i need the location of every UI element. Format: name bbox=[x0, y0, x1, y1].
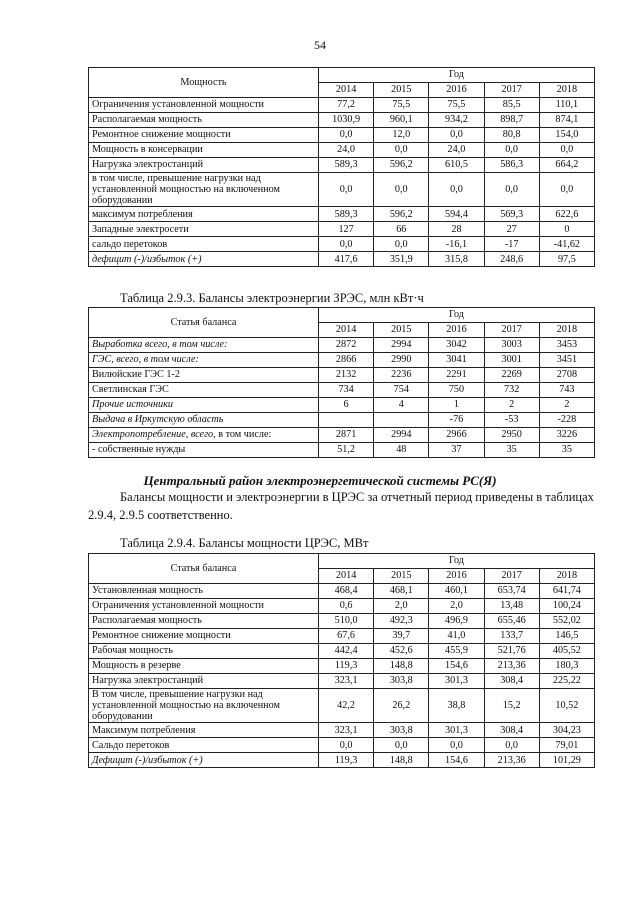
value-cell: 664,2 bbox=[539, 158, 594, 173]
row-label: ГЭС, всего, в том числе: bbox=[89, 353, 319, 368]
year-column-header: 2017 bbox=[484, 569, 539, 584]
table-header-balance-item: Статья баланса bbox=[89, 308, 319, 338]
value-cell: 119,3 bbox=[319, 753, 374, 768]
value-cell: 1 bbox=[429, 398, 484, 413]
value-cell: 26,2 bbox=[374, 689, 429, 723]
table-row bbox=[89, 398, 595, 413]
value-cell: 0,0 bbox=[429, 128, 484, 143]
value-cell: 596,2 bbox=[374, 207, 429, 222]
value-cell: 248,6 bbox=[484, 252, 539, 267]
value-cell: 0,0 bbox=[374, 237, 429, 252]
value-cell: 213,36 bbox=[484, 659, 539, 674]
value-cell: 101,29 bbox=[539, 753, 594, 768]
value-cell: 2950 bbox=[484, 428, 539, 443]
table-header-year: Год bbox=[319, 554, 595, 569]
value-cell: 79,01 bbox=[539, 738, 594, 753]
value-cell: 510,0 bbox=[319, 614, 374, 629]
row-label: Светлинская ГЭС bbox=[89, 383, 319, 398]
value-cell: 119,3 bbox=[319, 659, 374, 674]
value-cell: 2132 bbox=[319, 368, 374, 383]
paragraph-text: Балансы мощности и электроэнергии в ЦРЭС за отчетный период приведены в таблицах 2.9.4, 2.9.5 соответственно. bbox=[88, 490, 594, 522]
value-cell: 133,7 bbox=[484, 629, 539, 644]
year-column-header: 2018 bbox=[539, 323, 594, 338]
value-cell: 622,6 bbox=[539, 207, 594, 222]
value-cell: -228 bbox=[539, 413, 594, 428]
value-cell: 146,5 bbox=[539, 629, 594, 644]
year-column-header: 2014 bbox=[319, 83, 374, 98]
value-cell: 750 bbox=[429, 383, 484, 398]
value-cell: 610,5 bbox=[429, 158, 484, 173]
value-cell: 41,0 bbox=[429, 629, 484, 644]
row-label: Максимум потребления bbox=[89, 723, 319, 738]
value-cell bbox=[319, 413, 374, 428]
row-label: Дефицит (-)/избыток (+) bbox=[89, 753, 319, 768]
row-label: - собственные нужды bbox=[89, 443, 319, 458]
value-cell: 734 bbox=[319, 383, 374, 398]
row-label: максимум потребления bbox=[89, 207, 319, 222]
table-row bbox=[89, 428, 595, 443]
value-cell: 2866 bbox=[319, 353, 374, 368]
table-row bbox=[89, 723, 595, 738]
value-cell: 127 bbox=[319, 222, 374, 237]
value-cell: 0,0 bbox=[484, 738, 539, 753]
value-cell: 2990 bbox=[374, 353, 429, 368]
value-cell: 452,6 bbox=[374, 644, 429, 659]
value-cell: 0 bbox=[539, 222, 594, 237]
value-cell: 38,8 bbox=[429, 689, 484, 723]
value-cell: 35 bbox=[484, 443, 539, 458]
value-cell: 552,02 bbox=[539, 614, 594, 629]
year-column-header: 2014 bbox=[319, 323, 374, 338]
value-cell: 10,52 bbox=[539, 689, 594, 723]
table-header-year: Год bbox=[319, 308, 595, 323]
value-cell: 148,8 bbox=[374, 659, 429, 674]
value-cell: 655,46 bbox=[484, 614, 539, 629]
value-cell: 180,3 bbox=[539, 659, 594, 674]
value-cell: 308,4 bbox=[484, 723, 539, 738]
row-label: дефицит (-)/избыток (+) bbox=[89, 252, 319, 267]
value-cell: 0,0 bbox=[374, 738, 429, 753]
value-cell: 3001 bbox=[484, 353, 539, 368]
value-cell: 405,52 bbox=[539, 644, 594, 659]
value-cell: 468,4 bbox=[319, 584, 374, 599]
section-heading: Центральный район электроэнергетической системы РС(Я) bbox=[143, 473, 497, 488]
value-cell: 0,0 bbox=[429, 173, 484, 207]
value-cell: 80,8 bbox=[484, 128, 539, 143]
row-label: Ограничения установленной мощности bbox=[89, 98, 319, 113]
value-cell: 2269 bbox=[484, 368, 539, 383]
value-cell: 27 bbox=[484, 222, 539, 237]
value-cell: 323,1 bbox=[319, 723, 374, 738]
year-column-header: 2014 bbox=[319, 569, 374, 584]
row-label: Нагрузка электростанций bbox=[89, 158, 319, 173]
value-cell: 77,2 bbox=[319, 98, 374, 113]
table-row bbox=[89, 368, 595, 383]
table-row bbox=[89, 674, 595, 689]
value-cell: 39,7 bbox=[374, 629, 429, 644]
value-cell: 100,24 bbox=[539, 599, 594, 614]
value-cell: 442,4 bbox=[319, 644, 374, 659]
table-row bbox=[89, 128, 595, 143]
table-row bbox=[89, 338, 595, 353]
row-label: Сальдо перетоков bbox=[89, 738, 319, 753]
value-cell: 110,1 bbox=[539, 98, 594, 113]
row-label: Мощность в консервации bbox=[89, 143, 319, 158]
value-cell: 0,0 bbox=[374, 143, 429, 158]
value-cell: 75,5 bbox=[429, 98, 484, 113]
table-row bbox=[89, 689, 595, 723]
value-cell: 2994 bbox=[374, 338, 429, 353]
value-cell: 148,8 bbox=[374, 753, 429, 768]
value-cell: 48 bbox=[374, 443, 429, 458]
value-cell: 75,5 bbox=[374, 98, 429, 113]
table-row bbox=[89, 738, 595, 753]
row-label-italic-part: Электропотребление, всего, bbox=[92, 429, 216, 441]
value-cell: -41,62 bbox=[539, 237, 594, 252]
table-row bbox=[89, 614, 595, 629]
table-row bbox=[89, 629, 595, 644]
value-cell: 589,3 bbox=[319, 158, 374, 173]
value-cell: 154,6 bbox=[429, 753, 484, 768]
value-cell: 492,3 bbox=[374, 614, 429, 629]
value-cell: 0,0 bbox=[484, 143, 539, 158]
table-row bbox=[89, 113, 595, 128]
table-row bbox=[89, 143, 595, 158]
table-header-year: Год bbox=[319, 68, 595, 83]
table-row bbox=[89, 252, 595, 267]
value-cell: 417,6 bbox=[319, 252, 374, 267]
row-label: Нагрузка электростанций bbox=[89, 674, 319, 689]
value-cell: 3453 bbox=[539, 338, 594, 353]
year-column-header: 2017 bbox=[484, 83, 539, 98]
value-cell bbox=[374, 413, 429, 428]
row-label bbox=[89, 428, 319, 443]
value-cell: 0,0 bbox=[374, 173, 429, 207]
value-cell: 0,6 bbox=[319, 599, 374, 614]
value-cell: 754 bbox=[374, 383, 429, 398]
value-cell: 35 bbox=[539, 443, 594, 458]
table-row bbox=[89, 584, 595, 599]
value-cell: 6 bbox=[319, 398, 374, 413]
value-cell: 303,8 bbox=[374, 674, 429, 689]
table-row bbox=[89, 353, 595, 368]
value-cell: 15,2 bbox=[484, 689, 539, 723]
value-cell: 496,9 bbox=[429, 614, 484, 629]
page-number: 54 bbox=[314, 38, 326, 52]
value-cell: 42,2 bbox=[319, 689, 374, 723]
value-cell: 301,3 bbox=[429, 674, 484, 689]
value-cell: 2872 bbox=[319, 338, 374, 353]
value-cell: 2291 bbox=[429, 368, 484, 383]
energy-balance-table-zres bbox=[88, 307, 595, 458]
value-cell: 154,6 bbox=[429, 659, 484, 674]
value-cell: 3041 bbox=[429, 353, 484, 368]
year-column-header: 2018 bbox=[539, 569, 594, 584]
row-label: Прочие источники bbox=[89, 398, 319, 413]
value-cell: 521,76 bbox=[484, 644, 539, 659]
year-column-header: 2015 bbox=[374, 83, 429, 98]
power-balance-table-crs bbox=[88, 553, 595, 768]
value-cell: 0,0 bbox=[319, 173, 374, 207]
value-cell: 934,2 bbox=[429, 113, 484, 128]
table-row bbox=[89, 207, 595, 222]
table-row bbox=[89, 98, 595, 113]
value-cell: 13,48 bbox=[484, 599, 539, 614]
value-cell: 0,0 bbox=[484, 173, 539, 207]
value-cell: 3003 bbox=[484, 338, 539, 353]
value-cell: 3226 bbox=[539, 428, 594, 443]
value-cell: 28 bbox=[429, 222, 484, 237]
value-cell: 213,36 bbox=[484, 753, 539, 768]
row-label: Вилюйские ГЭС 1-2 bbox=[89, 368, 319, 383]
value-cell: 0,0 bbox=[429, 738, 484, 753]
value-cell: 304,23 bbox=[539, 723, 594, 738]
table-row bbox=[89, 237, 595, 252]
value-cell: 594,4 bbox=[429, 207, 484, 222]
value-cell: 596,2 bbox=[374, 158, 429, 173]
value-cell: 2 bbox=[484, 398, 539, 413]
row-label: В том числе, превышение нагрузки над установленной мощностью на включенном оборудовании bbox=[89, 689, 319, 723]
value-cell: 653,74 bbox=[484, 584, 539, 599]
value-cell: 2871 bbox=[319, 428, 374, 443]
value-cell: 874,1 bbox=[539, 113, 594, 128]
value-cell: -53 bbox=[484, 413, 539, 428]
year-column-header: 2016 bbox=[429, 323, 484, 338]
value-cell: 0,0 bbox=[319, 237, 374, 252]
value-cell: 37 bbox=[429, 443, 484, 458]
table-row bbox=[89, 599, 595, 614]
table-header-power: Мощность bbox=[89, 68, 319, 98]
value-cell: 589,3 bbox=[319, 207, 374, 222]
row-label-rest: в том числе: bbox=[215, 429, 272, 441]
row-label: Западные электросети bbox=[89, 222, 319, 237]
row-label: Располагаемая мощность bbox=[89, 113, 319, 128]
value-cell: 743 bbox=[539, 383, 594, 398]
value-cell: 455,9 bbox=[429, 644, 484, 659]
value-cell: 2994 bbox=[374, 428, 429, 443]
row-label: Ремонтное снижение мощности bbox=[89, 629, 319, 644]
value-cell: 97,5 bbox=[539, 252, 594, 267]
value-cell: 351,9 bbox=[374, 252, 429, 267]
table-caption-2-9-3: Таблица 2.9.3. Балансы электроэнергии ЗРЭС, млн кВт·ч bbox=[120, 291, 424, 305]
table-row bbox=[89, 659, 595, 674]
value-cell: 308,4 bbox=[484, 674, 539, 689]
value-cell: 0,0 bbox=[319, 738, 374, 753]
row-label: Рабочая мощность bbox=[89, 644, 319, 659]
value-cell: 66 bbox=[374, 222, 429, 237]
power-balance-table-zres bbox=[88, 67, 595, 267]
row-label: Ограничения установленной мощности bbox=[89, 599, 319, 614]
value-cell: 898,7 bbox=[484, 113, 539, 128]
table-row bbox=[89, 753, 595, 768]
value-cell: 301,3 bbox=[429, 723, 484, 738]
value-cell: 641,74 bbox=[539, 584, 594, 599]
year-column-header: 2018 bbox=[539, 83, 594, 98]
value-cell: 85,5 bbox=[484, 98, 539, 113]
value-cell: 2236 bbox=[374, 368, 429, 383]
row-label: Мощность в резерве bbox=[89, 659, 319, 674]
value-cell: 3451 bbox=[539, 353, 594, 368]
row-label: Установленная мощность bbox=[89, 584, 319, 599]
table-row bbox=[89, 158, 595, 173]
value-cell: 4 bbox=[374, 398, 429, 413]
value-cell: 2 bbox=[539, 398, 594, 413]
table-caption-2-9-4: Таблица 2.9.4. Балансы мощности ЦРЭС, МВт bbox=[120, 536, 369, 550]
table-row bbox=[89, 173, 595, 207]
value-cell: 24,0 bbox=[319, 143, 374, 158]
table-row bbox=[89, 413, 595, 428]
table-row bbox=[89, 443, 595, 458]
value-cell: 0,0 bbox=[319, 128, 374, 143]
year-column-header: 2016 bbox=[429, 83, 484, 98]
value-cell: 460,1 bbox=[429, 584, 484, 599]
year-column-header: 2015 bbox=[374, 569, 429, 584]
value-cell: 0,0 bbox=[539, 173, 594, 207]
table-row bbox=[89, 383, 595, 398]
year-column-header: 2015 bbox=[374, 323, 429, 338]
value-cell: 225,22 bbox=[539, 674, 594, 689]
value-cell: 2966 bbox=[429, 428, 484, 443]
value-cell: 51,2 bbox=[319, 443, 374, 458]
row-label: Располагаемая мощность bbox=[89, 614, 319, 629]
value-cell: -16,1 bbox=[429, 237, 484, 252]
value-cell: 67,6 bbox=[319, 629, 374, 644]
row-label: Ремонтное снижение мощности bbox=[89, 128, 319, 143]
value-cell: -76 bbox=[429, 413, 484, 428]
value-cell: 12,0 bbox=[374, 128, 429, 143]
row-label: в том числе, превышение нагрузки над установленной мощностью на включенном оборудовании bbox=[89, 173, 319, 207]
value-cell: 303,8 bbox=[374, 723, 429, 738]
value-cell: 0,0 bbox=[539, 143, 594, 158]
value-cell: 2,0 bbox=[429, 599, 484, 614]
table-row bbox=[89, 644, 595, 659]
row-label: Выработка всего, в том числе: bbox=[89, 338, 319, 353]
table-header-balance-item: Статья баланса bbox=[89, 554, 319, 584]
value-cell: 24,0 bbox=[429, 143, 484, 158]
value-cell: 2708 bbox=[539, 368, 594, 383]
value-cell: -17 bbox=[484, 237, 539, 252]
value-cell: 960,1 bbox=[374, 113, 429, 128]
value-cell: 586,3 bbox=[484, 158, 539, 173]
value-cell: 1030,9 bbox=[319, 113, 374, 128]
year-column-header: 2017 bbox=[484, 323, 539, 338]
value-cell: 323,1 bbox=[319, 674, 374, 689]
row-label: Выдача в Иркутскую область bbox=[89, 413, 319, 428]
body-paragraph bbox=[88, 488, 595, 524]
table-row bbox=[89, 222, 595, 237]
year-column-header: 2016 bbox=[429, 569, 484, 584]
value-cell: 154,0 bbox=[539, 128, 594, 143]
value-cell: 315,8 bbox=[429, 252, 484, 267]
value-cell: 3042 bbox=[429, 338, 484, 353]
value-cell: 468,1 bbox=[374, 584, 429, 599]
value-cell: 2,0 bbox=[374, 599, 429, 614]
value-cell: 732 bbox=[484, 383, 539, 398]
row-label: сальдо перетоков bbox=[89, 237, 319, 252]
value-cell: 569,3 bbox=[484, 207, 539, 222]
